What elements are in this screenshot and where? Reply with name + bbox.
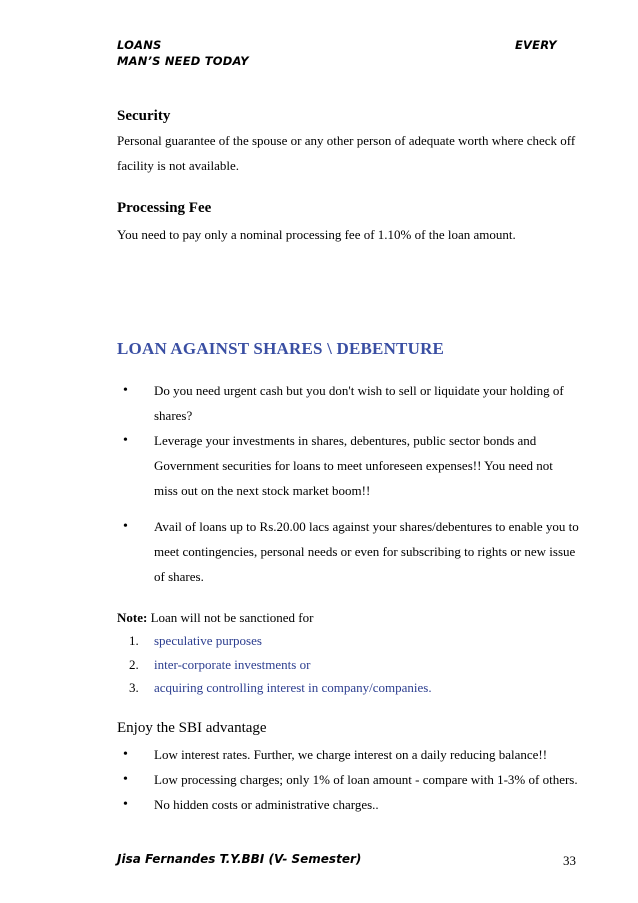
loan-shares-bullet-list <box>117 378 587 503</box>
list-item: • Low interest rates. Further, we charge interest on a daily reducing balance!! <box>117 742 587 767</box>
list-item: • Low processing charges; only 1% of loan amount - compare with 1-3% of others. <box>117 767 587 792</box>
loan-shares-title: LOAN AGAINST SHARES \ DEBENTURE <box>117 339 445 358</box>
bullet-icon: • <box>123 519 128 534</box>
list-item: 2. inter-corporate investments or <box>129 656 311 672</box>
note-numbered-list <box>117 629 587 700</box>
note-label: Note: <box>117 610 148 625</box>
processing-fee-text: You need to pay only a nominal processing fee of 1.10% of the loan amount. <box>117 227 516 242</box>
bullet-icon: • <box>123 797 128 812</box>
page-number: 33 <box>563 853 576 868</box>
note-text: Loan will not be sanctioned for <box>147 610 314 625</box>
bullet-icon: • <box>123 747 128 762</box>
loan-shares-bullet-list-2 <box>117 514 587 589</box>
note-line <box>117 605 313 630</box>
security-heading: Security <box>117 108 171 124</box>
processing-fee-heading: Processing Fee <box>117 200 212 216</box>
security-text: Personal guarantee of the spouse or any other person of adequate worth where check off facility is not available. <box>117 133 576 173</box>
sbi-heading: Enjoy the SBI advantage <box>117 720 267 736</box>
header-right-title: EVERY <box>515 38 557 52</box>
bullet-icon: • <box>123 433 128 448</box>
list-item: • Do you need urgent cash but you don't wish to sell or liquidate your holding of shares? <box>117 378 587 428</box>
bullet-icon: • <box>123 383 128 398</box>
header-subtitle: MAN’S NEED TODAY <box>117 54 249 68</box>
list-item: • Avail of loans up to Rs.20.00 lacs against your shares/debentures to enable you to meet contingencies, personal needs or even for subscribing to rights or new issue of shares. <box>117 514 587 589</box>
sbi-bullet-list <box>117 742 587 817</box>
footer-author: Jisa Fernandes T.Y.BBI (V- Semester) <box>117 852 362 866</box>
list-item: 1. speculative purposes <box>129 633 262 648</box>
list-item: 3. acquiring controlling interest in company/companies. <box>129 680 432 695</box>
bullet-icon: • <box>123 772 128 787</box>
list-item: • No hidden costs or administrative charges.. <box>117 792 587 817</box>
list-item: • Leverage your investments in shares, debentures, public sector bonds and Government securities for loans to meet unforeseen expenses!! You need not miss out on the next stock market boom!! <box>117 428 587 503</box>
header-left-title: LOANS <box>117 38 162 52</box>
